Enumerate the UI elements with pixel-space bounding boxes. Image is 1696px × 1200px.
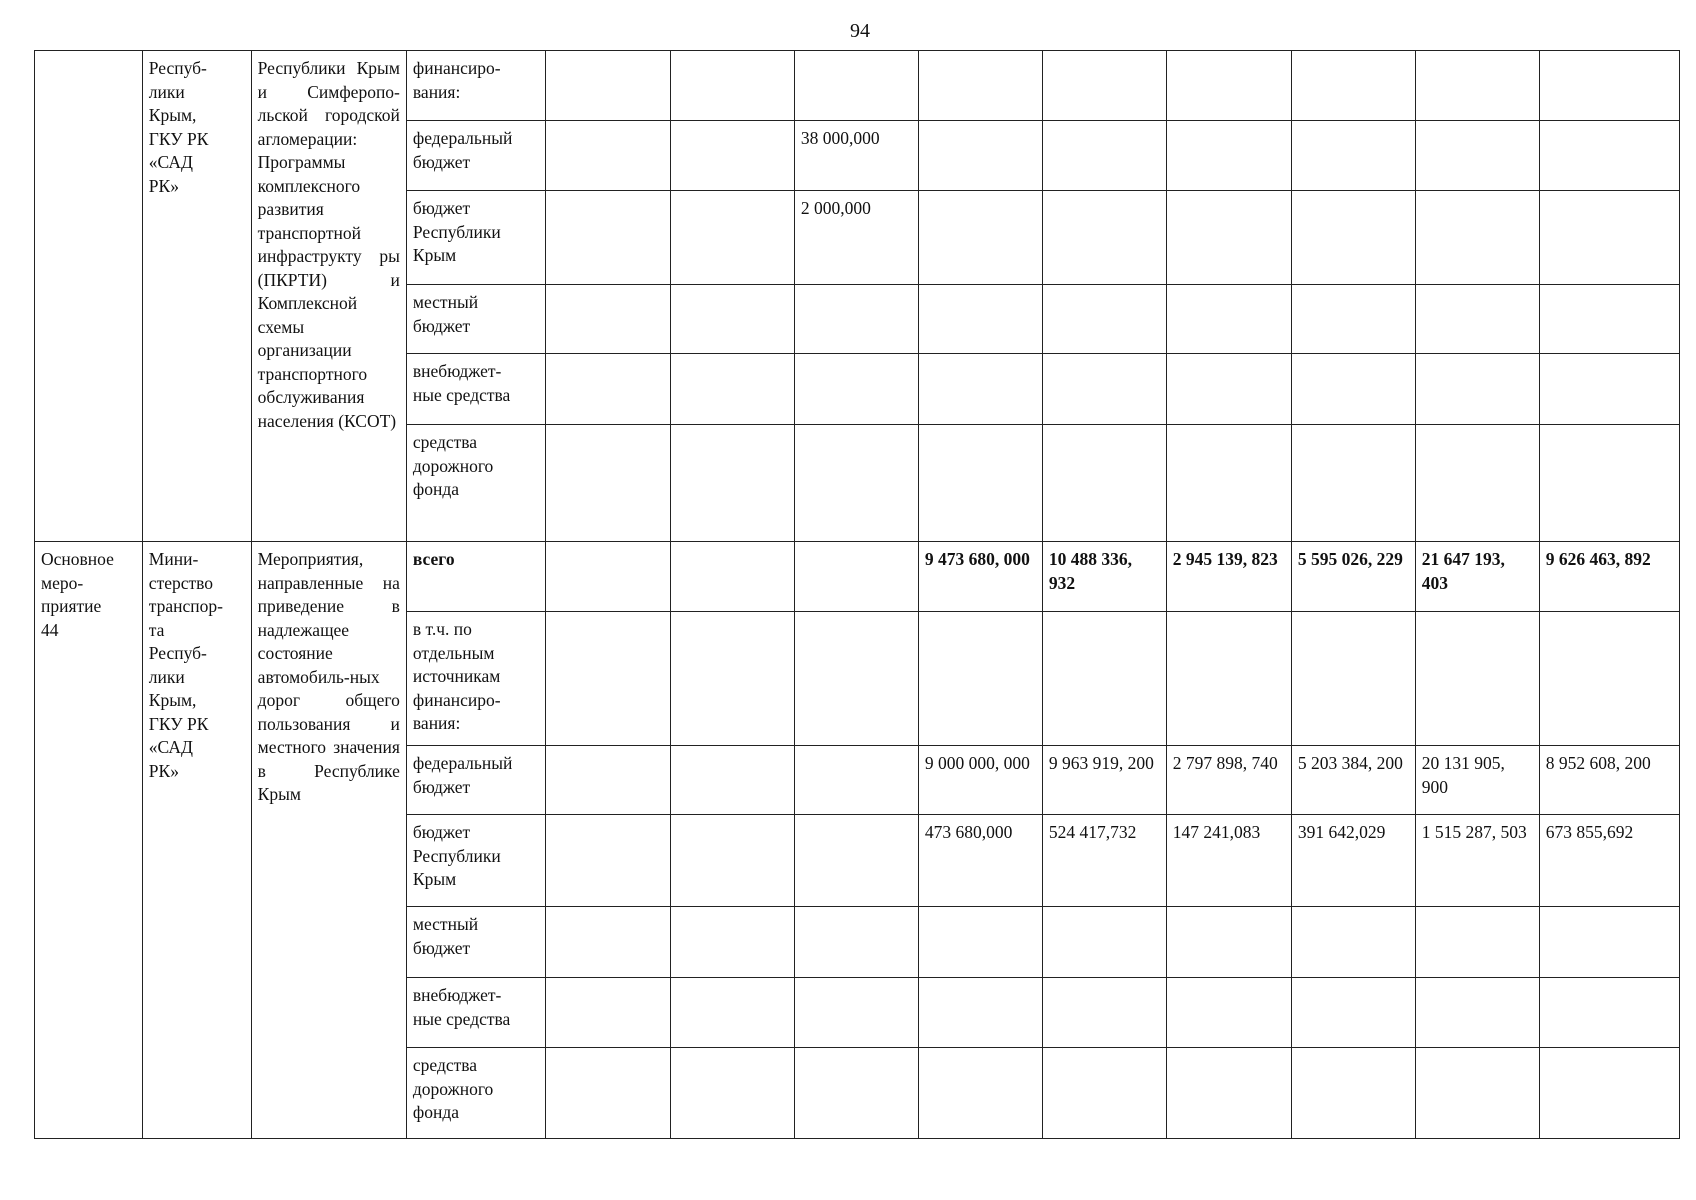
source-label-cell: средства дорожного фонда [406,425,545,542]
value-cell [545,907,670,978]
value-cell [1539,907,1679,978]
value-cell [1415,191,1539,285]
value-cell [1166,612,1291,746]
value-cell [1042,51,1166,121]
value-cell [794,542,918,612]
value-cell: 391 642,029 [1291,815,1415,907]
value-cell [1042,1048,1166,1139]
value-cell [1042,121,1166,191]
value-cell [918,285,1042,354]
value-cell [794,285,918,354]
value-cell [1291,51,1415,121]
value-cell [545,51,670,121]
source-label-cell: местный бюджет [406,907,545,978]
source-label-cell: всего [406,542,545,612]
value-cell [1291,978,1415,1048]
value-cell [1042,612,1166,746]
page-number: 94 [850,20,870,42]
value-cell [1166,425,1291,542]
value-cell [670,51,794,121]
value-cell [1291,612,1415,746]
value-cell [1539,425,1679,542]
value-cell [918,191,1042,285]
value-cell [918,51,1042,121]
value-cell [794,354,918,425]
value-cell [1415,425,1539,542]
value-cell [1166,121,1291,191]
source-label-cell: в т.ч. по отдельным источникам финансиро- вания: [406,612,545,746]
value-cell [1291,121,1415,191]
value-cell [1415,978,1539,1048]
measure-name-cell: Республики Крым и Симферопо-льской городской агломерации: Программы комплексного развития транспортной инфраструкту ры (ПКРТИ) и Комплексной схемы организации транспортного обслуживания населения (КСОТ) [251,51,406,542]
value-cell [545,746,670,815]
value-cell [1539,978,1679,1048]
value-cell [918,354,1042,425]
value-cell [670,978,794,1048]
value-cell [670,354,794,425]
value-cell [1539,121,1679,191]
value-cell [1291,354,1415,425]
value-cell: 147 241,083 [1166,815,1291,907]
value-cell [794,1048,918,1139]
value-cell [670,815,794,907]
table-body [35,51,1680,1139]
value-cell [545,425,670,542]
value-cell [1415,51,1539,121]
value-cell [1166,978,1291,1048]
executor-cell: Респуб- лики Крым, ГКУ РК «САД РК» [142,51,251,542]
value-cell [1415,121,1539,191]
source-label-cell: внебюджет- ные средства [406,354,545,425]
value-cell: 9 000 000, 000 [918,746,1042,815]
value-cell: 9 963 919, 200 [1042,746,1166,815]
source-label-cell: местный бюджет [406,285,545,354]
value-cell [545,354,670,425]
value-cell [918,1048,1042,1139]
value-cell [1539,354,1679,425]
value-cell [545,978,670,1048]
value-cell: 20 131 905, 900 [1415,746,1539,815]
value-cell [1291,1048,1415,1139]
value-cell [1415,612,1539,746]
value-cell [1042,285,1166,354]
value-cell [545,542,670,612]
value-cell [1166,191,1291,285]
value-cell [1415,354,1539,425]
value-cell [1539,285,1679,354]
value-cell: 2 797 898, 740 [1166,746,1291,815]
value-cell [1042,425,1166,542]
value-cell [670,121,794,191]
value-cell [545,121,670,191]
value-cell [1539,191,1679,285]
value-cell: 9 473 680, 000 [918,542,1042,612]
value-cell [918,612,1042,746]
measure-name-cell: Мероприятия, направленные на приведение в надлежащее состояние автомобиль-ных дорог общего пользования и местного значения в Республике Крым [251,542,406,1139]
value-cell [1042,191,1166,285]
value-cell: 9 626 463, 892 [1539,542,1679,612]
value-cell [1415,285,1539,354]
table-row [35,51,1680,121]
value-cell: 2 945 139, 823 [1166,542,1291,612]
value-cell [1415,907,1539,978]
value-cell [918,907,1042,978]
table-row [35,542,1680,612]
value-cell: 38 000,000 [794,121,918,191]
value-cell [918,121,1042,191]
value-cell [545,285,670,354]
value-cell [670,746,794,815]
value-cell: 673 855,692 [1539,815,1679,907]
source-label-cell: бюджет Республики Крым [406,815,545,907]
value-cell [918,425,1042,542]
value-cell [545,1048,670,1139]
budget-table [34,50,1680,1139]
value-cell: 473 680,000 [918,815,1042,907]
value-cell: 1 515 287, 503 [1415,815,1539,907]
value-cell [794,978,918,1048]
source-label-cell: внебюджет- ные средства [406,978,545,1048]
source-label-cell: бюджет Республики Крым [406,191,545,285]
value-cell [670,191,794,285]
value-cell [670,425,794,542]
value-cell [670,285,794,354]
value-cell [1291,425,1415,542]
source-label-cell: средства дорожного фонда [406,1048,545,1139]
value-cell: 524 417,732 [1042,815,1166,907]
measure-cell [35,51,143,542]
value-cell: 10 488 336, 932 [1042,542,1166,612]
value-cell [1042,978,1166,1048]
value-cell [670,612,794,746]
source-label-cell: федеральный бюджет [406,121,545,191]
value-cell [794,746,918,815]
value-cell [1291,191,1415,285]
value-cell [1539,612,1679,746]
value-cell [918,978,1042,1048]
value-cell [1166,1048,1291,1139]
value-cell [1166,51,1291,121]
value-cell [794,907,918,978]
value-cell [1539,51,1679,121]
value-cell [545,612,670,746]
value-cell [670,907,794,978]
value-cell [1291,907,1415,978]
executor-cell: Мини- стерство транспор- та Респуб- лики Крым, ГКУ РК «САД РК» [142,542,251,1139]
value-cell [545,815,670,907]
value-cell [670,542,794,612]
value-cell: 5 595 026, 229 [1291,542,1415,612]
value-cell [670,1048,794,1139]
value-cell [1415,1048,1539,1139]
value-cell: 21 647 193, 403 [1415,542,1539,612]
value-cell [1042,907,1166,978]
value-cell [1166,285,1291,354]
value-cell [794,612,918,746]
value-cell [794,815,918,907]
source-label-cell: федеральный бюджет [406,746,545,815]
value-cell [794,425,918,542]
value-cell [1042,354,1166,425]
source-label-cell: финансиро- вания: [406,51,545,121]
value-cell [545,191,670,285]
value-cell [1166,354,1291,425]
value-cell [1539,1048,1679,1139]
value-cell: 8 952 608, 200 [1539,746,1679,815]
value-cell: 5 203 384, 200 [1291,746,1415,815]
measure-cell: Основное меро- приятие 44 [35,542,143,1139]
value-cell [1291,285,1415,354]
value-cell [794,51,918,121]
value-cell: 2 000,000 [794,191,918,285]
value-cell [1166,907,1291,978]
